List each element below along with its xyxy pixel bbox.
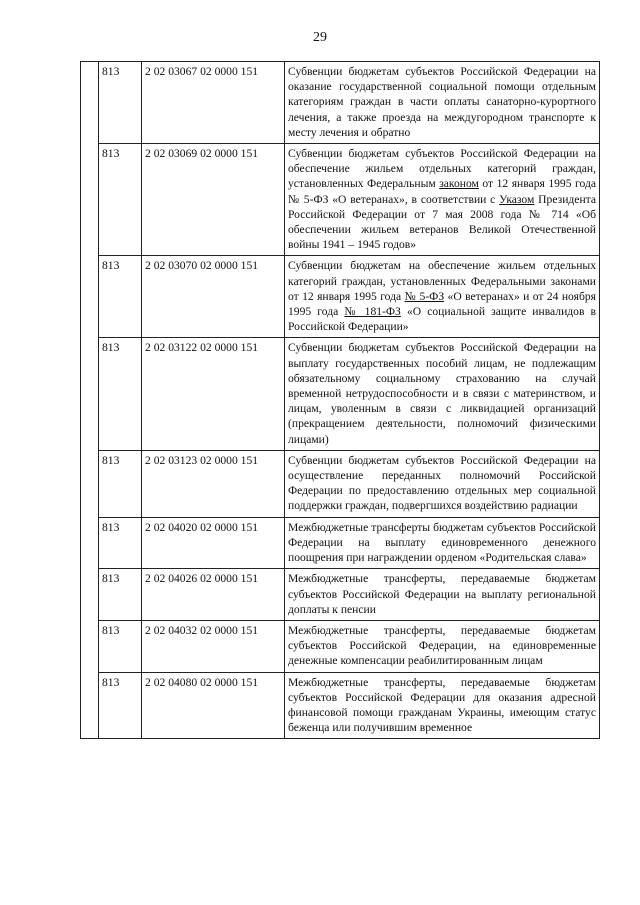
description-text: Межбюджетные трансферты, передаваемые бюджетам субъектов Российской Федерации на выплату региональной доплаты к пенсии [288, 572, 596, 616]
admin-code-cell: 813 [99, 62, 142, 144]
budget-classification-code-cell: 2 02 04080 02 0000 151 [142, 672, 285, 739]
law-reference-link[interactable]: Указом [499, 192, 535, 206]
table-row [81, 144, 600, 256]
admin-code-cell: 813 [99, 672, 142, 739]
table-row [81, 672, 600, 739]
income-description-cell [285, 62, 600, 144]
description-text: Субвенции бюджетам субъектов Российской Федерации на выплату государственных пособий лицам, не подлежащим обязательному социальному страхованию на случай временной нетрудоспособности и в связи с материнством, и лицам, уволенным в связи с ликвидацией организаций (прекращением деятельности, полномочий физическими лицами) [288, 341, 596, 446]
table-row [81, 517, 600, 569]
law-reference-link[interactable]: № 5-ФЗ [404, 289, 445, 303]
income-description-cell [285, 517, 600, 569]
description-text: Межбюджетные трансферты, передаваемые бюджетам субъектов Российской Федерации, на единовременные денежные компенсации реабилитированным лицам [288, 623, 596, 668]
budget-classification-code-cell: 2 02 03070 02 0000 151 [142, 256, 285, 338]
law-reference-link[interactable]: законом [439, 177, 479, 191]
table-row [81, 569, 600, 621]
budget-classification-code-cell: 2 02 04026 02 0000 151 [142, 569, 285, 621]
income-description-cell [285, 450, 600, 517]
admin-code-cell: 813 [99, 144, 142, 256]
budget-classification-code-cell: 2 02 04020 02 0000 151 [142, 517, 285, 569]
description-text: Субвенции бюджетам субъектов Российской Федерации на оказание государственной социальной помощи отдельным категориям граждан в части оплаты санаторно-курортного лечения, а также проезда на междугородном транспорте к месту лечения и обратно [288, 65, 596, 139]
admin-code-cell: 813 [99, 338, 142, 450]
description-text: Межбюджетные трансферты бюджетам субъектов Российской Федерации на выплату единовременного денежного поощрения при награждении орденом «Родительская слава» [288, 520, 596, 565]
page-number: 29 [313, 30, 327, 45]
description-text: Субвенции бюджетам субъектов Российской Федерации на обеспечение жильем отдельных категорий граждан, установленных Федеральным [288, 147, 596, 191]
budget-classification-code-cell: 2 02 03067 02 0000 151 [142, 62, 285, 144]
description-text: от 12 января 1995 года № 5-ФЗ «О ветеранах», в соответствии с [288, 177, 596, 206]
description-text: «О ветеранах» и от 24 ноября 1995 года [288, 289, 596, 319]
table-row [81, 620, 600, 672]
admin-code-cell: 813 [99, 569, 142, 621]
description-text: Субвенции бюджетам субъектов Российской Федерации на осуществление переданных полномочий Российской Федерации по предоставлению отдельных мер социальной поддержки граждан, подвергшихся воздействию радиации [288, 453, 596, 513]
budget-classification-code-cell: 2 02 03122 02 0000 151 [142, 338, 285, 450]
table-row [81, 256, 600, 338]
table-row [81, 62, 600, 144]
empty-margin-column [81, 62, 99, 739]
income-description-cell [285, 256, 600, 338]
description-text: Субвенции бюджетам на обеспечение жильем отдельных категорий граждан, установленных Федеральными законами от 12 января 1995 года [288, 259, 596, 303]
budget-code-table [80, 61, 600, 739]
budget-classification-code-cell: 2 02 04032 02 0000 151 [142, 620, 285, 672]
income-description-cell [285, 569, 600, 621]
admin-code-cell: 813 [99, 517, 142, 569]
admin-code-cell: 813 [99, 256, 142, 338]
income-description-cell [285, 672, 600, 739]
admin-code-cell: 813 [99, 620, 142, 672]
description-text: «О социальной защите инвалидов в Российской Федерации» [288, 305, 596, 334]
law-reference-link[interactable]: № 181-ФЗ [344, 305, 401, 319]
table-body [81, 62, 600, 739]
admin-code-cell: 813 [99, 450, 142, 517]
description-text: Президента Российской Федерации от 7 мая 2008 года № 714 «Об обеспечении жильем ветеранов Великой Отечественной войны 1941 – 1945 годов» [288, 192, 596, 252]
table-row [81, 338, 600, 450]
description-text: Межбюджетные трансферты, передаваемые бюджетам субъектов Российской Федерации для оказания адресной финансовой помощи гражданам Украины, имеющим статус беженца или получившим временное [288, 675, 596, 735]
income-description-cell [285, 338, 600, 450]
budget-classification-code-cell: 2 02 03123 02 0000 151 [142, 450, 285, 517]
table-row [81, 450, 600, 517]
income-description-cell [285, 620, 600, 672]
budget-classification-code-cell: 2 02 03069 02 0000 151 [142, 144, 285, 256]
income-description-cell [285, 144, 600, 256]
